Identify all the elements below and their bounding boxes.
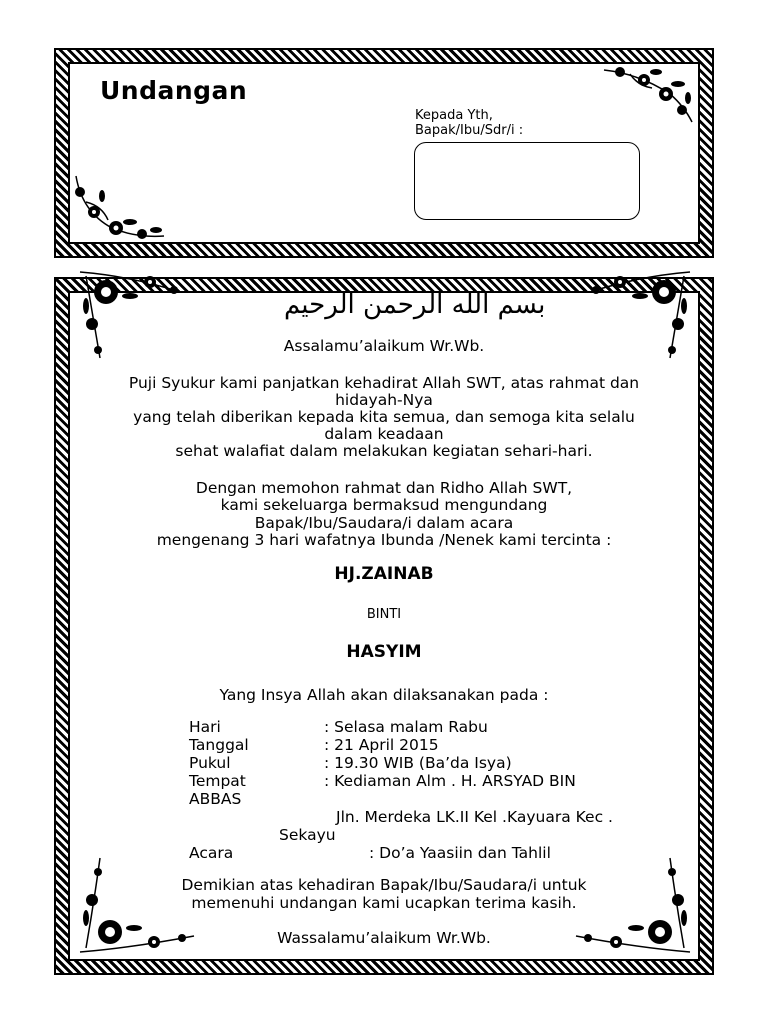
time-value: : 19.30 WIB (Ba’da Isya) — [324, 754, 512, 772]
invite-line: Bapak/Ibu/Saudara/i dalam acara — [254, 514, 514, 532]
flower-ornament-icon — [72, 172, 168, 242]
intro-line: hidayah-Nya — [335, 391, 433, 409]
address-box — [414, 142, 640, 220]
schedule-intro: Yang Insya Allah akan dilaksanakan pada : — [219, 686, 549, 704]
day-label: Hari — [189, 718, 221, 736]
invite-line: mengenang 3 hari wafatnya Ibunda /Nenek kami tercinta : — [156, 531, 612, 549]
place-value: : Kediaman Alm . H. ARSYAD BIN — [324, 772, 576, 790]
place-label: Tempat — [189, 772, 246, 790]
day-value: : Selasa malam Rabu — [324, 718, 488, 736]
invite-line: kami sekeluarga bermaksud mengundang — [220, 496, 548, 514]
intro-line: Puji Syukur kami panjatkan kehadirat Allah SWT, atas rahmat dan — [128, 374, 640, 392]
closing-line: memenuhi undangan kami ucapkan terima kasih. — [191, 894, 577, 912]
address-line: Jln. Merdeka LK.II Kel .Kayuara Kec . — [336, 808, 613, 826]
deceased-name: HJ.ZAINAB — [334, 564, 434, 584]
event-value: : Do’a Yaasiin dan Tahlil — [369, 844, 551, 862]
intro-line: yang telah diberikan kepada kita semua, dan semoga kita selalu — [133, 408, 635, 426]
recipient-label: Kepada Yth, — [415, 108, 493, 123]
intro-line: sehat walafiat dalam melakukan kegiatan sehari-hari. — [175, 442, 593, 460]
date-value: : 21 April 2015 — [324, 736, 439, 754]
farewell: Wassalamu’alaikum Wr.Wb. — [277, 929, 491, 947]
closing-line: Demikian atas kehadiran Bapak/Ibu/Saudara/i untuk — [181, 876, 587, 894]
intro-line: dalam keadaan — [324, 425, 444, 443]
envelope-title: Undangan — [100, 76, 248, 105]
greeting: Assalamu’alaikum Wr.Wb. — [283, 337, 485, 355]
invite-line: Dengan memohon rahmat dan Ridho Allah SWT, — [195, 479, 573, 497]
date-label: Tanggal — [189, 736, 249, 754]
binti-label: BINTI — [366, 607, 402, 622]
recipient-salutation: Bapak/Ibu/Sdr/i : — [415, 123, 524, 138]
basmalah-calligraphy: بسم الله الرحمن الرحيم — [284, 290, 546, 320]
time-label: Pukul — [189, 754, 231, 772]
flower-ornament-icon — [600, 64, 696, 126]
event-label: Acara — [189, 844, 234, 862]
father-name: HASYIM — [346, 642, 422, 662]
place-value-cont: ABBAS — [189, 790, 242, 808]
address-line: Sekayu — [279, 826, 336, 844]
